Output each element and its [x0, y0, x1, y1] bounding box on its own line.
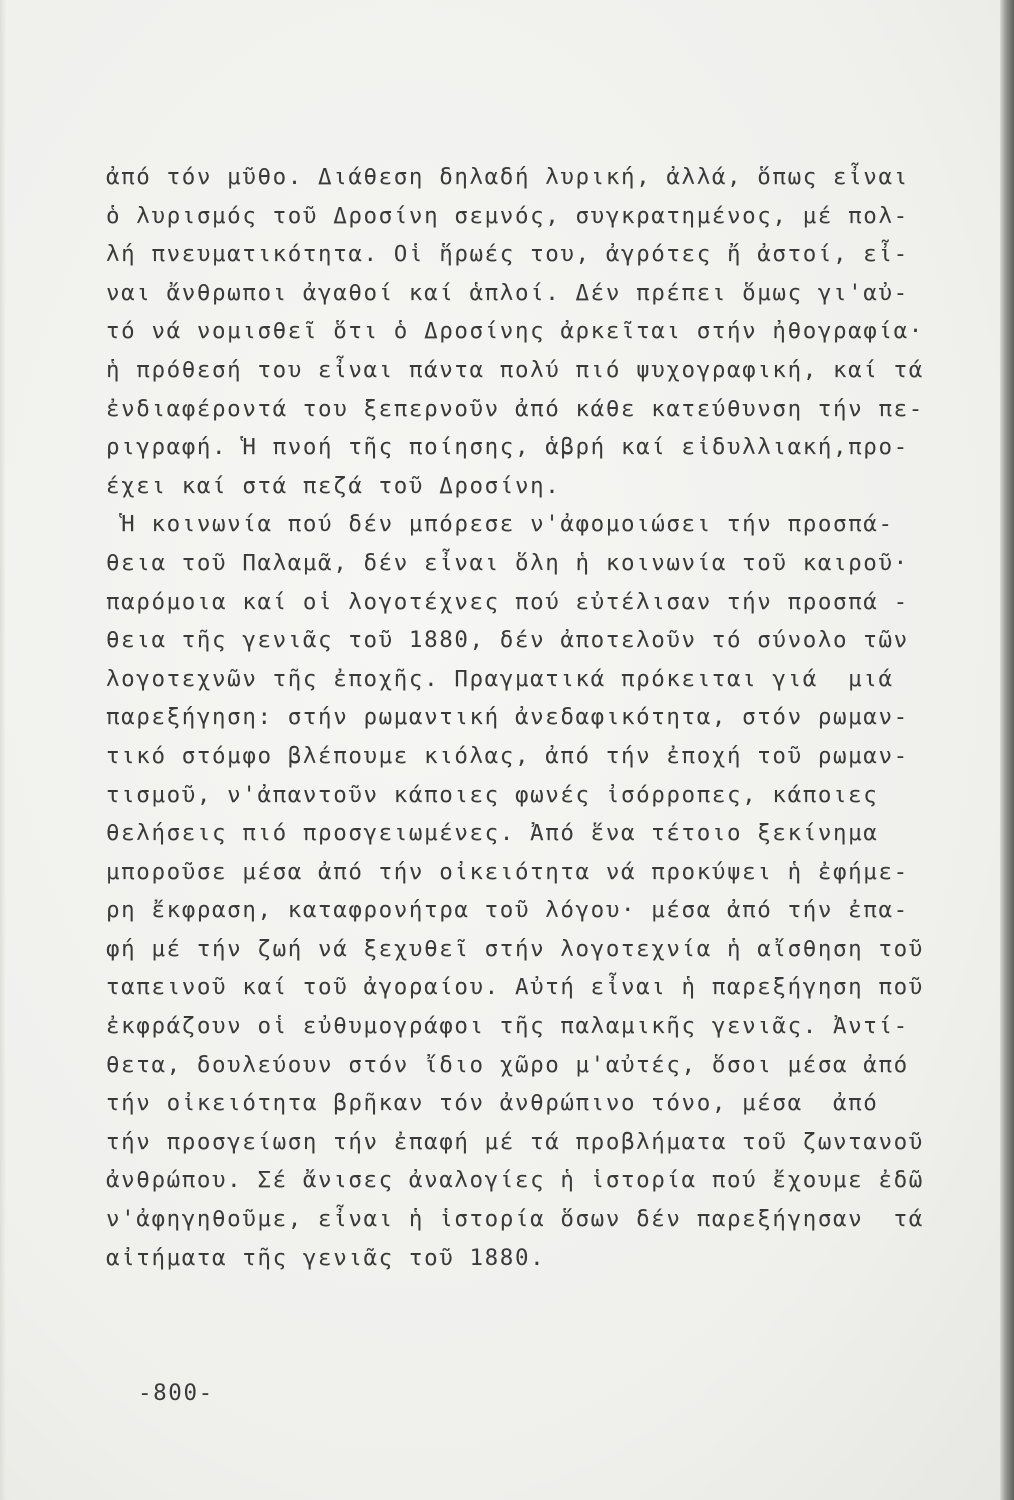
text-line: λογοτεχνῶν τῆς ἐποχῆς. Πραγματικά πρόκειται γιά μιά [106, 665, 894, 692]
text-line: θεια τοῦ Παλαμᾶ, δέν εἶναι ὅλη ἡ κοινωνία τοῦ καιροῦ· [106, 549, 909, 576]
text-line: τήν προσγείωση τήν ἐπαφή μέ τά προβλήματα τοῦ ζωντανοῦ [106, 1128, 924, 1155]
text-line: ἀνθρώπου. Σέ ἄνισες ἀναλογίες ἡ ἱστορία πού ἔχουμε ἐδῶ [106, 1167, 924, 1194]
text-line: ἐκφράζουν οἱ εὐθυμογράφοι τῆς παλαμικῆς γενιᾶς. Ἀντί- [106, 1013, 909, 1040]
text-line: φή μέ τήν ζωή νά ξεχυθεῖ στήν λογοτεχνία ἡ αἴσθηση τοῦ [106, 935, 924, 962]
text-line: ὁ λυρισμός τοῦ Δροσίνη σεμνός, συγκρατημένος, μέ πολ- [106, 202, 909, 229]
page-left-shadow [0, 0, 6, 1500]
text-line: αἰτήματα τῆς γενιᾶς τοῦ 1880. [106, 1244, 546, 1271]
text-line: τισμοῦ, ν'ἀπαντοῦν κάποιες φωνές ἰσόρροπες, κάποιες [106, 781, 879, 808]
text-line: παρεξήγηση: στήν ρωμαντική ἀνεδαφικότητα, στόν ρωμαν- [106, 704, 909, 731]
text-line: ν'ἀφηγηθοῦμε, εἶναι ἡ ἱστορία ὅσων δέν παρεξήγησαν τά [106, 1206, 924, 1233]
text-line: ναι ἄνθρωποι ἀγαθοί καί ἁπλοί. Δέν πρέπει ὅμως γι'αὐ- [106, 279, 909, 306]
text-line: ρη ἔκφραση, καταφρονήτρα τοῦ λόγου· μέσα ἀπό τήν ἐπα- [106, 897, 909, 924]
body-text [106, 158, 1006, 1277]
text-line: ἀπό τόν μῦθο. Διάθεση δηλαδή λυρική, ἀλλά, ὅπως εἶναι [106, 164, 909, 190]
text-line: θεια τῆς γενιᾶς τοῦ 1880, δέν ἀποτελοῦν τό σύνολο τῶν [106, 627, 909, 654]
text-line: παρόμοια καί οἱ λογοτέχνες πού εὐτέλισαν τήν προσπά - [106, 588, 909, 615]
text-line: τήν οἰκειότητα βρῆκαν τόν ἀνθρώπινο τόνο, μέσα ἀπό [106, 1090, 879, 1117]
text-line: θελήσεις πιό προσγειωμένες. Ἀπό ἕνα τέτοιο ξεκίνημα [106, 820, 879, 847]
text-line: έχει καί στά πεζά τοῦ Δροσίνη. [106, 472, 561, 499]
text-line: τικό στόμφο βλέπουμε κιόλας, ἀπό τήν ἐποχή τοῦ ρωμαν- [106, 742, 909, 769]
text-line: ριγραφή. Ἡ πνοή τῆς ποίησης, ἁβρή καί εἰδυλλιακή,προ- [106, 434, 909, 461]
text-line: λή πνευματικότητα. Οἱ ἥρωές του, ἀγρότες ἤ ἀστοί, εἶ- [106, 241, 909, 268]
text-line: θετα, δουλεύουν στόν ἴδιο χῶρο μ'αὐτές, ὅσοι μέσα ἀπό [106, 1051, 909, 1078]
page-number: -800- [138, 1380, 214, 1406]
text-line: ἡ πρόθεσή του εἶναι πάντα πολύ πιό ψυχογραφική, καί τά [106, 356, 924, 383]
text-line: τό νά νομισθεῖ ὅτι ὁ Δροσίνης ἀρκεῖται στήν ἠθογραφία· [106, 318, 924, 345]
text-line: ταπεινοῦ καί τοῦ ἀγοραίου. Αὐτή εἶναι ἡ παρεξήγηση ποῦ [106, 974, 924, 1001]
text-line: ἐνδιαφέροντά του ξεπερνοῦν ἀπό κάθε κατεύθυνση τήν πε- [106, 395, 924, 422]
text-line: μποροῦσε μέσα ἀπό τήν οἰκειότητα νά προκύψει ἡ ἐφήμε- [106, 858, 909, 885]
text-line: Ἡ κοινωνία πού δέν μπόρεσε ν'ἀφομοιώσει τήν προσπά- [106, 511, 894, 538]
